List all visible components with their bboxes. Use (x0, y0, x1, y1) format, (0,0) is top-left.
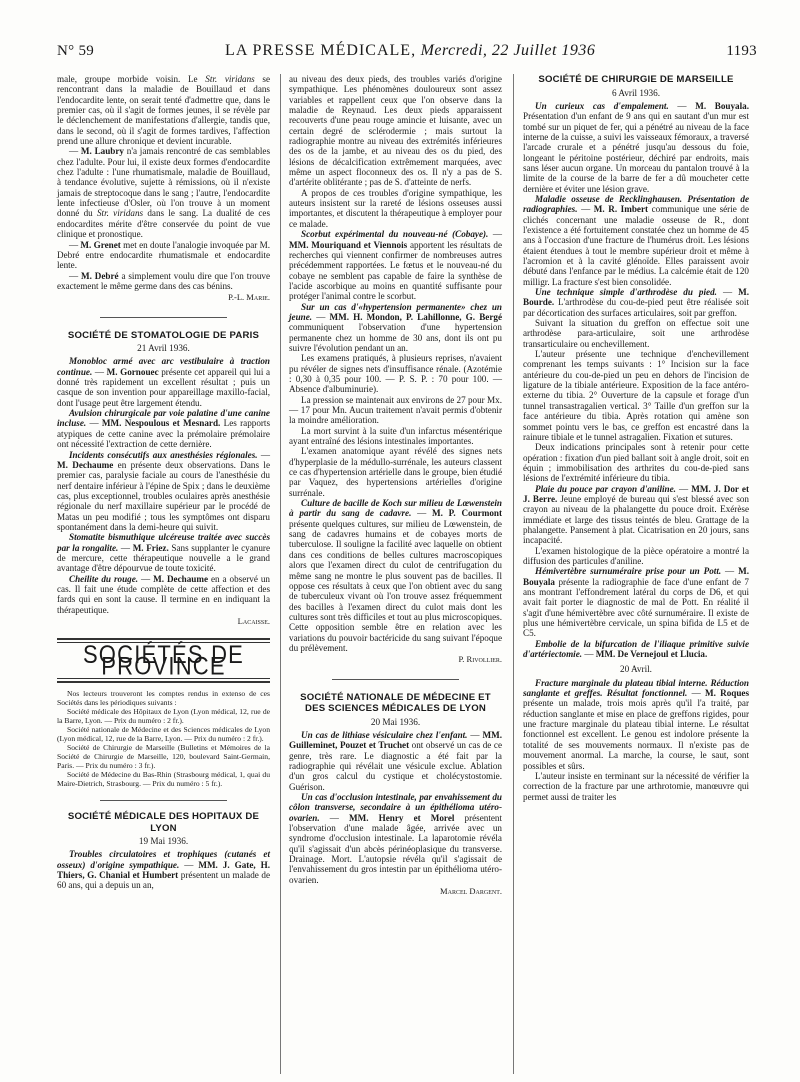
paragraph: La pression se maintenait aux environs de 27 pour Mx. — 17 pour Mn. Aucun traitement n'avait permis d'obtenir la moindre amélioration. (289, 394, 502, 426)
paragraph: Suivant la situation du greffon on effectue soit une arthrodèse para-articulaire, soit une arthrodèse transarticulaire ou enchevillement. (523, 318, 749, 349)
column-rule-2 (513, 74, 514, 1074)
issue-number: N° 59 (57, 43, 95, 59)
paragraph: Fracture marginale du plateau tibial interne. Réduction sanglante et greffes. Résultat fonctionnel. — M. Roques présente un malade, trois mois après qu'il l'a traité, par réduction sanglante et mise en place de greffons rigides, pour une fracture marginale du plateau tibial interne. Le résultat fonctionnel est excellent. Le genou est indolore présente la totalité de ses mouvements normaux. Il n'existe pas de mouvement anormal. La marche, la course, le saut, sont possibles et sûrs. (523, 677, 750, 771)
divider (100, 800, 228, 801)
paragraph: Maladie osseuse de Recklinghausen. Présentation de radiographies. — M. R. Imbert communique une série de clichés concernant une maladie osseuse de R., dont l'existence a été fortuitement constatée chez un homme de 45 ans à l'occasion d'une fracture de l'humérus droit. Les lésions étaient étendues à tout le membre supérieur droit et même à l'acromion et à la cavité glénoïde. Elles paraissent avoir débuté dans l'enfance par le médius. La calcémie était de 120 milligr. La fracture s'est bien consolidée. (523, 193, 749, 287)
periodicals-list (57, 689, 270, 788)
list-item: Société de Médecine du Bas-Rhin (Strasbourg médical, 1, quai du Maire-Dietrich, Strasbourg. — Prix du numéro : 5 fr.). (57, 770, 270, 789)
section-date: 6 Avril 1936. (611, 87, 661, 98)
signature: P.-L. Marie. (228, 292, 270, 303)
paragraph: A propos de ces troubles d'origine sympathique, les auteurs insistent sur la rareté de lésions osseuses aussi importantes, et discutent la thérapeutique à employer pour ce malade. (289, 187, 502, 229)
section-date: 21 Avril 1936. (137, 343, 190, 354)
paragraph: Hémivertèbre surnuméraire prise pour un Pott. — M. Bouyala présente la radiographie de face d'une enfant de 7 ans montrant l'effondrement latéral du corps de D6, et qui avait fait porter le diagnostic de mal de Pott. En réalité il s'agit d'une hémivertèbre avec côté surnuméraire. Il existe de plus une hémivertèbre cervicale, un spina bifida de L5 et de C5. (523, 566, 750, 639)
paragraph: La mort survint à la suite d'un infarctus mésentérique ayant entraîné des lésions intestinales importantes. (289, 425, 502, 447)
paragraph: L'examen histologique de la pièce opératoire a montré la diffusion des particules d'aniline. (523, 545, 749, 566)
paragraph: au niveau des deux pieds, des troubles variés d'origine sympathique. Les phénomènes douloureux sont assez variables et rappellent ceux que l'on observe dans la maladie de Reynaud. Les deux pieds apparaissent recouverts d'une peau rouge amincie et luisante, avec un certain degré de sclérodermie ; mais surtout la radiographie montre au niveau des extrémités inférieures des os de la jambe, et au niveau des os du pied, des lésions de décalcification extrêmement marquées, avec même un aspect floconneux des os. Il n'y a pas de S. d'artérite oblitérante ; pas de S. d'atteinte de nerfs. (289, 74, 502, 188)
paragraph: Culture de bacille de Koch sur milieu de Lœwenstein à partir du sang de cadavre. — M. P. Courmont présente quelques cultures, sur milieu de Lœwenstein, de sang de cadavres humains et de cobayes morts de tuberculose. Il souligne la facilité avec laquelle on obtient dans ces conditions de belles cultures macroscopiques alors que l'examen direct du culot de centrifugation du même sang ne montre le plus souvent pas de bacilles. Il oppose ces résultats à ceux que l'on obtient avec du sang de tuberculeux vivant où l'on trouve assez fréquemment des bacilles à l'examen direct du culot mais dont les cultures sont très difficiles et tout au plus microscopiques. Cette opposition semble être en relation avec les variations du pouvoir bactéricide du sang suivant l'époque du prélèvement. (289, 498, 503, 653)
section-heading: SOCIÉTÉ MÉDICALE DES HOPITAUX DE LYON (67, 811, 260, 834)
signature: Marcel Dargent. (440, 886, 502, 897)
divider (100, 317, 228, 318)
page-header (57, 42, 757, 62)
journal-title (225, 42, 595, 60)
list-item: Société de Chirurgie de Marseille (Bulletins et Mémoires de la Société de Chirurgie de Marseille, 120, boulevard Saint-Germain, Paris. — Prix du numéro : 3 fr.). (57, 743, 270, 771)
section-date: 20 Mai 1936. (370, 716, 421, 727)
paragraph: Les examens pratiqués, à plusieurs reprises, n'avaient pu révéler de signes nets d'insuffisance rénale. (Azotémie : 0,30 à 0,35 pour 100. — P. S. P. : 70 pour 100. — Absence d'albuminurie). (289, 353, 502, 395)
list-item: Société nationale de Médecine et des Sciences médicales de Lyon (Lyon médical, 12, rue de la Barre, Lyon. — Prix du numéro : 2 fr.). (57, 725, 270, 744)
paragraph: L'auteur insiste en terminant sur la nécessité de vérifier la correction de la fracture par une arthrotomie, manœuvre qui permet aussi de traiter les (523, 770, 749, 802)
section-date: 19 Mai 1936. (138, 836, 189, 847)
paragraph: Monobloc armé avec arc vestibulaire à traction continue. — M. Gornouec présente cet appareil qui lui a donné très rapidement un excellent résultat ; puis un casque de son invention pour appareillage maxillo-facial, dont l'usage peut être largement étendu. (57, 356, 271, 408)
paragraph: Troubles circulatoires et trophiques (cutanés et osseux) d'origine sympathique. — MM. J. Gate, H. Thiers, G. Chanial et Humbert présentent un malade de 60 ans, qui a depuis un an, (57, 849, 271, 891)
paragraph: Embolie de la bifurcation de l'iliaque primitive suivie d'artériectomie. — MM. De Vernejoul et Llucia. (523, 638, 749, 660)
paragraph: Avulsion chirurgicale par voie palatine d'une canine incluse. — MM. Nespoulous et Mesnard. Les rapports atypiques de cette canine avec la prémolaire prémolaire ont nécessité l'extraction de cette dernière. (57, 408, 271, 450)
paragraph: Deux indications principales sont à retenir pour cette opération : fixation d'un pied ballant soit à angle droit, soit en équin ; immobilisation des arthrites du cou-de-pied sans lésions de l'extrémité inférieure du tibia. (523, 442, 749, 484)
province-heading: SOCIÉTÉS DE PROVINCE (82, 641, 245, 681)
section-heading: SOCIÉTÉ DE STOMATOLOGIE DE PARIS (67, 329, 260, 341)
paragraph: Une technique simple d'arthrodèse du pied. — M. Bourde. L'arthrodèse du cou-de-pied peut être réalisée soit par décortication des surfaces articulaires, soit par greffon. (523, 287, 749, 318)
paragraph: Un cas de lithiase vésiculaire chez l'enfant. — MM. Guilleminet, Pouzet et Truchet ont observé un cas de ce genre, très rare. Le diagnostic a été fait par la radiographie qui révélait une vésicule exclue. Ablation d'un gros calcul du cystique et cholécystostomie. Guérison. (289, 729, 503, 792)
divider (57, 681, 270, 683)
column-3 (523, 74, 749, 802)
paragraph: Nos lecteurs trouveront les comptes rendus in extenso de ces Sociétés dans les périodiques suivants : (57, 689, 270, 708)
paragraph: — M. Grenet met en doute l'analogie invoquée par M. Debré entre endocardite rhumatismale et endocardite lente. (57, 239, 271, 271)
list-item: Société médicale des Hôpitaux de Lyon (Lyon médical, 12, rue de la Barre, Lyon. — Prix du numéro : 2 fr.). (57, 707, 270, 726)
section-date: 20 Avril. (620, 664, 652, 675)
paragraph: — M. Debré a simplement voulu dire que l'on trouve exactement le même germe dans des cas bénins. (57, 270, 271, 291)
paragraph: Sur un cas d'«hypertension permanente» chez un jeune. — MM. H. Mondon, P. Lahillonne, G. Bergé communiquent l'observation d'une hypertension permanente chez un homme de 30 ans, dont ils ont pu suivre l'évolution pendant un an. (289, 301, 503, 353)
paragraph: Plaie du pouce par crayon d'aniline. — MM. J. Dor et J. Berre. Jeune employé de bureau qui s'est blessé avec son crayon au niveau de la phalangette du pouce droit. Exérèse immédiate et large des tissus teintés de bleu. Grattage de la phalangette. Pansement à plat. Cicatrisation en 20 jours, sans incapacité. (523, 483, 750, 546)
page-number: 1193 (726, 43, 757, 59)
paragraph: Cheilite du rouge. — M. Dechaume en a observé un cas. Il fait une étude complète de cette affection et des fards qui en sont la cause. Il termine en en indiquant la thérapeutique. (57, 573, 270, 615)
journal-name: LA PRESSE MÉDICALE, (225, 42, 417, 59)
section-heading: SOCIÉTÉ NATIONALE DE MÉDECINE ET DES SCIENCES MÉDICALES DE LYON (300, 691, 491, 715)
section-heading: SOCIÉTÉ DE CHIRURGIE DE MARSEILLE (538, 74, 734, 85)
paragraph: — M. Laubry n'a jamais rencontré de cas semblables chez l'adulte. Pour lui, il existe deux formes d'endocardite chez l'adulte : l'une rhumatismale, maladie de Bouillaud, à tendance évolutive, sujette à rémissions, où il n'existe jamais de streptocoque dans le sang ; l'autre, l'endocardite lente infectieuse d'Osler, où l'on trouve à un moment donné du Str. viridans dans le sang. La dualité de ces endocardites mérite d'être conservée du point de vue clinique et pronostique. (57, 146, 271, 240)
divider (332, 679, 460, 680)
paragraph: Un curieux cas d'empalement. — M. Bouyala. Présentation d'un enfant de 9 ans qui en sautant d'un mur est tombé sur un piquet de fer, qui a pénétré au niveau de la face interne de la cuisse, a suivi les vaisseaux fémoraux, a traversé l'arcade crurale et a pénétré jusqu'au dessous du foie, longeant le péritoine postérieur, déchiré par endroits, mais sans léser aucun organe. Un morceau du pantalon trouvé à la limite de la course de la barre de fer a dû moucheter cette dernière et éviter une lésion grave. (523, 100, 749, 194)
issue-date: Mercredi, 22 Juillet 1936 (420, 42, 596, 59)
paragraph: male, groupe morbide voisin. Le Str. viridans se rencontrant dans la maladie de Bouillaud et dans l'endocardite lente, on serait tenté d'admettre que, dans le premier cas, où il s'agit de formes jeunes, il se révèle par le déclenchement de manifestations d'allergie, tandis que, dans le second, où il s'agit de formes tardives, l'affection prend une allure chronique et devient incurable. (57, 74, 270, 147)
column-rule-1 (280, 74, 281, 1074)
paragraph: Un cas d'occlusion intestinale, par envahissement du côlon transverse, secondaire à un épithélioma utéro-ovarien. — MM. Henry et Morel présentent l'observation d'une malade âgée, arrivée avec un syndrome d'occlusion intestinale. La laparotomie révéla qu'il s'agissait d'un abcès périnéoplasique du transverse. Drainage. Mort. L'autopsie révéla qu'il s'agissait de l'envahissement du gros intestin par un épithélioma utéro-ovarien. (289, 792, 503, 885)
signature: P. Rivollier. (458, 654, 502, 665)
column-2 (289, 74, 502, 896)
paragraph: L'examen anatomique ayant révélé des signes nets d'hyperplasie de la médullo-surrénale, les auteurs classent ce cas d'hypertension artérielle dans le groupe, bien étudié par Vaquez, des hypertensions artérielles d'origine surrénale. (289, 446, 502, 498)
signature: Lacaisse. (237, 616, 270, 626)
paragraph: L'auteur présente une technique d'enchevillement comprenant les temps suivants : 1° Incision sur la face antérieure du cou-de-pied un peu en dehors de l'incision de ligature de la tibiale antérieure. Exposition de la face antéro-externe du tibia. 2° Ouverture de la capsule et forage d'un tunnel transastragalien vertical. 3° Taille d'un greffon sur la face antérieure du tibia. Après rotation qui amène son sommet pointu vers le bas, ce greffon est encastré dans la rainure tibiale et le tunnel astragalien. Fixation et sutures. (523, 349, 749, 442)
paragraph: Scorbut expérimental du nouveau-né (Cobaye). — MM. Mouriquand et Viennois apportent les résultats de recherches qui viennent confirmer de nombreuses autres précédemment rapportées. Le fœtus et le nouveau-né du cobaye ne semblent pas capable de faire la synthèse de l'acide ascorbique au moins en quantité suffisante pour protéger l'animal contre le scorbut. (289, 229, 502, 302)
paragraph: Incidents consécutifs aux anesthésies régionales. — M. Dechaume en présente deux observations. Dans le premier cas, paralysie faciale au cours de l'anesthésie du nerf dentaire inférieur à l'épine de Spix ; dans le deuxième cas, plus exceptionnel, troubles oculaires après anesthésie régionale du nerf maxillaire supérieur par le procédé de Matas un peu modifié ; tous les symptômes ont disparu spontanément dans la demi-heure qui suivit. (57, 449, 270, 532)
column-1 (57, 74, 270, 891)
paragraph: Stomatite bismuthique ulcéreuse traitée avec succès par la rongalite. — M. Friez. Sans supplanter le cyanure de mercure, cette thérapeutique nouvelle a le grand avantage d'être dépourvue de toute toxicité. (57, 532, 271, 574)
